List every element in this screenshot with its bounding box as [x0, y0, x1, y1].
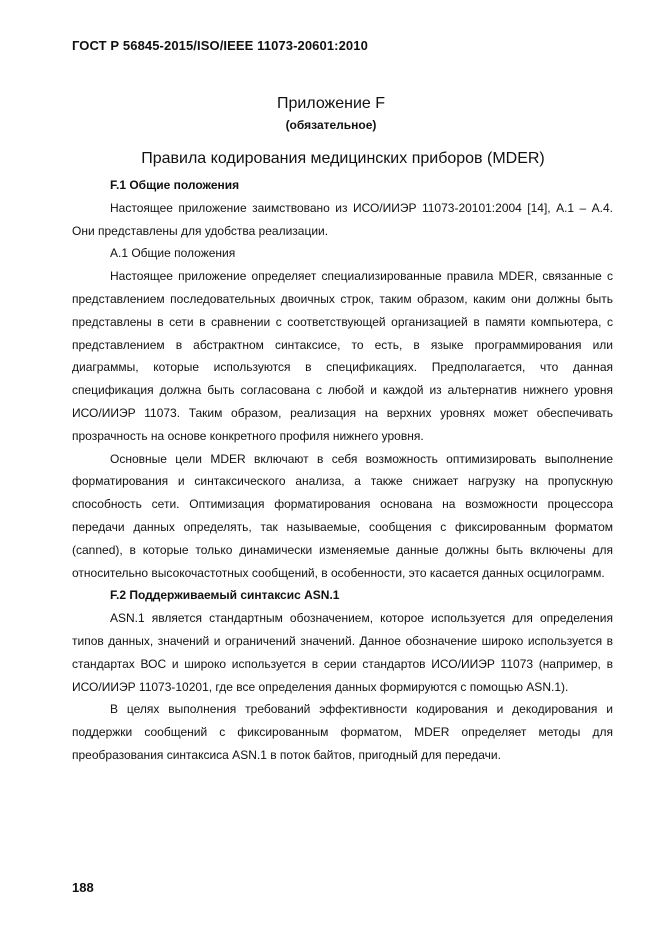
paragraph-f2-2: В целях выполнения требований эффективности кодирования и декодирования и поддержки сообщений с фиксированным форматом, MDER определяет методы для преобразования синтаксиса ASN.1 в поток байтов, пригодный для передачи. — [72, 702, 613, 762]
appendix-subtitle: (обязательное) — [285, 118, 377, 132]
section-heading-f2: F.2 Поддерживаемый синтаксис ASN.1 — [110, 588, 340, 603]
section-heading-f1: F.1 Общие положения — [110, 178, 240, 192]
section-heading-a1: А.1 Общие положения — [110, 246, 236, 261]
paragraph-f1-1: Настоящее приложение заимствовано из ИСО/ИИЭР 11073-20101:2004 [14], А.1 – А.4. Они представлены для удобства реализации. — [72, 200, 613, 238]
paragraph-f2-1: ASN.1 является стандартным обозначением, которое используется для определения типов данных, значений и ограничений значений. Данное обозначение широко используется в стандартах ВОС и широко используется в серии стандартов ИСО/ИИЭР 11073 (например, в ИСО/ИИЭР 11073-10201, где все определения данных формируются с помощью ASN.1). — [72, 611, 613, 694]
page-number: 188 — [72, 880, 94, 895]
paragraph-a1-2: Основные цели MDER включают в себя возможность оптимизировать выполнение форматирования и синтаксического анализа, а также снижает нагрузку на пропускную способность сети. Оптимизация форматирования основана на возможности процессора передачи данных определять, так называемые, сообщения с фиксированным форматом (canned), в которые только динамически изменяемые данные должны быть включены для относительно высокочастотных сообщений, в особенности, это касается данных осцилограмм. — [72, 451, 613, 580]
document-body — [72, 174, 613, 767]
document-header: ГОСТ Р 56845-2015/ISO/IEEE 11073-20601:2010 — [72, 38, 368, 53]
paragraph-a1-1: Настоящее приложение определяет специализированные правила MDER, связанные с представлением последовательных двоичных строк, таким образом, каким они должны быть представлены в сети в сравнении с соответствующей организацией в памяти компьютера, с представлением в абстрактном синтаксисе, то есть, в языке программирования или диаграммы, которые используются в спецификациях. Предполагается, что данная спецификация должна быть согласована с любой и каждой из альтернатив нижнего уровня ИСО/ИИЭР 11073. Таким образом, реализация на верхних уровнях может обеспечивать прозрачность на основе конкретного профиля нижнего уровня. — [72, 269, 613, 443]
page-title: Правила кодирования медицинских приборов (MDER) — [141, 150, 545, 167]
appendix-title: Приложение F — [276, 95, 386, 112]
